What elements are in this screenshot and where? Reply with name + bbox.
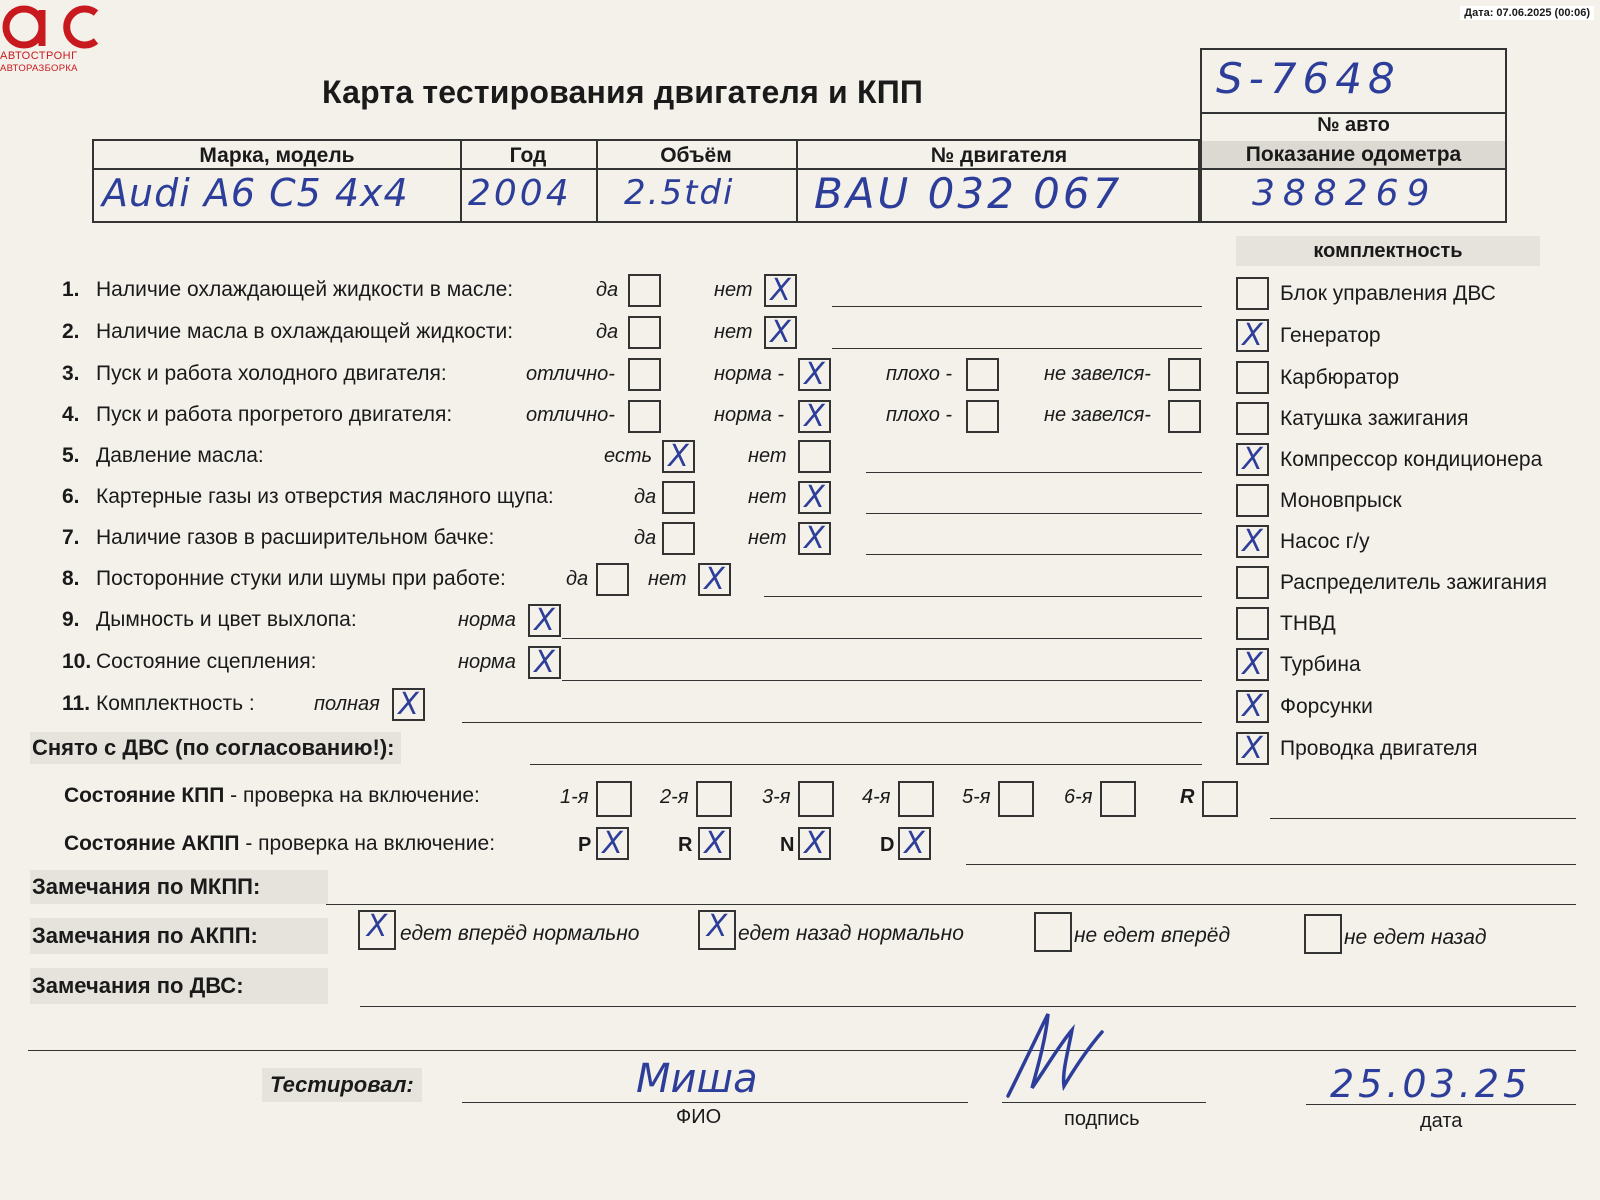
check-11-label: Комплектность : [96,692,255,715]
header-engine-number: № двигателя [930,144,1068,167]
check-7-opt-yes-label: да [634,527,657,549]
check-3-label: Пуск и работа холодного двигателя: [96,362,447,385]
akpp-d-checkbox[interactable] [898,827,931,860]
check-mark: X [602,826,623,861]
vehicle-table [92,139,1200,223]
value-volume: 2.5tdi [624,173,735,213]
comp-12-checkbox[interactable] [1236,732,1269,765]
check-mark: X [804,521,825,556]
logo-line2: АВТОРАЗБОРКА [0,63,78,74]
check-4-opt-bad-label: плохо - [886,404,953,426]
gear-r-label: R [1180,786,1195,808]
check-3-bad-checkbox[interactable] [966,358,999,391]
sign-caption: подпись [1064,1108,1140,1130]
comp-4-label: Катушка зажигания [1280,407,1469,430]
akpp-label [64,832,495,856]
check-4-excellent-checkbox[interactable] [628,400,661,433]
akpp-p-checkbox[interactable] [596,827,629,860]
check-6-number: 6. [62,485,80,508]
gear-5-checkbox[interactable] [998,781,1034,817]
comp-8-label: Распределитель зажигания [1280,571,1548,594]
akpp-forward-ok-checkbox[interactable] [358,910,396,950]
comp-7-label: Насос г/у [1280,530,1370,553]
date-caption: дата [1420,1110,1463,1132]
check-mark: X [534,645,555,680]
check-7-number: 7. [62,526,80,549]
check-3-opt-excellent-label: отлично- [526,363,615,385]
notes-mkpp-label: Замечания по МКПП: [30,870,328,904]
check-3-number: 3. [62,362,80,385]
gear-6-label: 6-я [1064,786,1093,808]
check-4-opt-excellent-label: отлично- [526,404,615,426]
check-2-number: 2. [62,320,80,343]
gear-4-label: 4-я [862,786,891,808]
check-6-yes-checkbox[interactable] [662,481,695,514]
test-date: 25.03.25 [1330,1062,1532,1106]
check-2-yes-checkbox[interactable] [628,316,661,349]
comp-11-checkbox[interactable] [1236,690,1269,723]
notes-dvs-label: Замечания по ДВС: [30,968,328,1004]
fio-caption: ФИО [676,1106,722,1128]
check-4-opt-nostart-label: не завелся- [1044,404,1151,426]
check-6-label: Картерные газы из отверстия масляного щупа: [96,485,554,508]
comp-10-checkbox[interactable] [1236,648,1269,681]
check-10-opt-normal-label: норма [458,651,516,673]
check-2-opt-yes-label: да [596,321,619,343]
comp-6-label: Моновпрыск [1280,489,1402,512]
comp-2-checkbox[interactable] [1236,319,1269,352]
akpp-n-label: N [780,834,795,856]
check-6-opt-no-label: нет [748,486,787,508]
akpp-p-label: P [578,834,592,856]
tested-label: Тестировал: [262,1068,422,1102]
check-mark: X [804,399,825,434]
value-engine-number: BAU 032 067 [814,169,1123,218]
comp-1-label: Блок управления ДВС [1280,282,1496,305]
check-8-no-checkbox[interactable] [698,563,731,596]
akpp-d-label: D [880,834,895,856]
tester-name: Миша [636,1056,758,1102]
car-number-box [1200,48,1507,143]
akpp-r-checkbox[interactable] [698,827,731,860]
check-1-number: 1. [62,278,80,301]
check-10-normal-checkbox[interactable] [528,646,561,679]
comp-3-checkbox[interactable] [1236,361,1269,394]
gear-1-label: 1-я [560,786,589,808]
check-2-label: Наличие масла в охлаждающей жидкости: [96,320,514,343]
check-4-bad-checkbox[interactable] [966,400,999,433]
header-year: Год [509,144,547,167]
akpp-n-checkbox[interactable] [798,827,831,860]
check-mark: X [704,826,725,861]
check-mark: X [1242,442,1263,477]
check-3-opt-nostart-label: не завелся- [1044,363,1151,385]
gear-4-checkbox[interactable] [898,781,934,817]
comp-4-checkbox[interactable] [1236,402,1269,435]
comp-5-checkbox[interactable] [1236,443,1269,476]
check-mark: X [1242,731,1263,766]
check-5-yes-checkbox[interactable] [662,440,695,473]
check-5-opt-yes-label: есть [604,445,653,467]
check-mark: X [1242,689,1263,724]
check-2-no-checkbox[interactable] [764,316,797,349]
comp-5-label: Компрессор кондиционера [1280,448,1543,471]
gear-5-label: 5-я [962,786,991,808]
notes-akpp-label: Замечания по АКПП: [30,918,328,954]
check-11-opt-full-label: полная [314,693,380,715]
check-9-number: 9. [62,608,80,631]
check-mark: X [706,909,728,944]
akpp-forward-ok-label: едет вперёд нормально [400,922,640,945]
odometer-cell [1200,141,1507,223]
check-2-opt-no-label: нет [714,321,753,343]
comp-9-label: ТНВД [1280,612,1336,635]
check-3-opt-normal-label: норма - [714,363,785,385]
check-3-opt-bad-label: плохо - [886,363,953,385]
gear-r-checkbox[interactable] [1202,781,1238,817]
check-8-yes-checkbox[interactable] [596,563,629,596]
check-1-yes-checkbox[interactable] [628,274,661,307]
check-5-number: 5. [62,444,80,467]
check-11-full-checkbox[interactable] [392,688,425,721]
akpp-no-back-checkbox[interactable] [1304,914,1342,954]
check-mark: X [1242,318,1263,353]
completeness-title: комплектность [1236,236,1540,266]
autostrong-logo [0,0,102,52]
comp-6-checkbox[interactable] [1236,484,1269,517]
gear-1-checkbox[interactable] [596,781,632,817]
akpp-back-ok-checkbox[interactable] [698,910,736,950]
akpp-no-back-label: не едет назад [1344,926,1487,949]
check-8-opt-yes-label: да [566,568,589,590]
signature-scribble [1002,1008,1112,1104]
gear-2-label: 2-я [660,786,689,808]
akpp-label-bold: Состояние АКПП [64,832,240,855]
kpp-label-bold: Состояние КПП [64,784,225,807]
check-mark: X [366,909,388,944]
check-6-no-checkbox[interactable] [798,481,831,514]
check-mark: X [668,439,689,474]
comp-10-label: Турбина [1280,653,1361,676]
comp-1-checkbox[interactable] [1236,277,1269,310]
check-4-nostart-checkbox[interactable] [1168,400,1201,433]
check-mark: X [398,687,419,722]
check-4-opt-normal-label: норма - [714,404,785,426]
page-title: Карта тестирования двигателя и КПП [322,74,924,110]
date-stamp: Дата: 07.06.2025 (00:06) [1460,6,1594,20]
comp-8-checkbox[interactable] [1236,566,1269,599]
check-mark: X [804,826,825,861]
gear-2-checkbox[interactable] [696,781,732,817]
check-3-excellent-checkbox[interactable] [628,358,661,391]
akpp-no-forward-label: не едет вперёд [1074,924,1231,947]
akpp-back-ok-label: едет назад нормально [738,922,964,945]
value-make-model: Audi A6 C5 4x4 [102,171,409,215]
logo-line1: АВТОСТРОНГ [0,50,78,62]
check-8-label: Посторонние стуки или шумы при работе: [96,567,506,590]
check-10-number: 10. [62,650,92,673]
check-8-opt-no-label: нет [648,568,687,590]
comp-3-label: Карбюратор [1280,366,1400,389]
check-mark: X [1242,524,1263,559]
comp-9-checkbox[interactable] [1236,607,1269,640]
check-3-normal-checkbox[interactable] [798,358,831,391]
gear-3-label: 3-я [762,786,791,808]
check-5-label: Давление масла: [96,444,264,467]
akpp-label-rest: - проверка на включение: [239,832,496,855]
check-mark: X [534,603,555,638]
check-mark: X [770,273,791,308]
comp-11-label: Форсунки [1280,695,1373,718]
akpp-r-label: R [678,834,693,856]
check-4-number: 4. [62,403,80,426]
check-11-number: 11. [62,692,91,715]
check-6-opt-yes-label: да [634,486,657,508]
check-7-label: Наличие газов в расширительном бачке: [96,526,495,549]
removed-label: Снято с ДВС (по согласованию!): [30,732,401,764]
check-1-opt-no-label: нет [714,279,753,301]
check-mark: X [1242,647,1263,682]
check-1-label: Наличие охлаждающей жидкости в масле: [96,278,514,301]
comp-12-label: Проводка двигателя [1280,737,1478,760]
header-make-model: Марка, модель [199,144,355,167]
akpp-no-forward-checkbox[interactable] [1034,912,1072,952]
check-7-opt-no-label: нет [748,527,787,549]
check-mark: X [804,357,825,392]
check-9-normal-checkbox[interactable] [528,604,561,637]
check-4-normal-checkbox[interactable] [798,400,831,433]
kpp-label [64,784,480,808]
comp-7-checkbox[interactable] [1236,525,1269,558]
check-5-no-checkbox[interactable] [798,440,831,473]
check-9-label: Дымность и цвет выхлопа: [96,608,357,631]
check-10-label: Состояние сцепления: [96,650,317,673]
car-number-label: № авто [1317,114,1390,136]
gear-6-checkbox[interactable] [1100,781,1136,817]
check-mark: X [904,826,925,861]
value-year: 2004 [468,173,572,214]
check-mark: X [770,315,791,350]
check-9-opt-normal-label: норма [458,609,516,631]
check-7-no-checkbox[interactable] [798,522,831,555]
check-5-opt-no-label: нет [748,445,787,467]
check-4-label: Пуск и работа прогретого двигателя: [96,403,453,426]
header-odometer: Показание одометра [1202,141,1505,170]
car-number-value: S-7648 [1216,54,1401,103]
check-3-nostart-checkbox[interactable] [1168,358,1201,391]
check-1-opt-yes-label: да [596,279,619,301]
kpp-label-rest: - проверка на включение: [224,784,480,807]
gear-3-checkbox[interactable] [798,781,834,817]
check-7-yes-checkbox[interactable] [662,522,695,555]
value-odometer: 388269 [1252,173,1438,214]
check-mark: X [804,480,825,515]
check-8-number: 8. [62,567,80,590]
comp-2-label: Генератор [1280,324,1381,347]
check-1-no-checkbox[interactable] [764,274,797,307]
header-volume: Объём [660,144,732,167]
check-mark: X [704,562,725,597]
